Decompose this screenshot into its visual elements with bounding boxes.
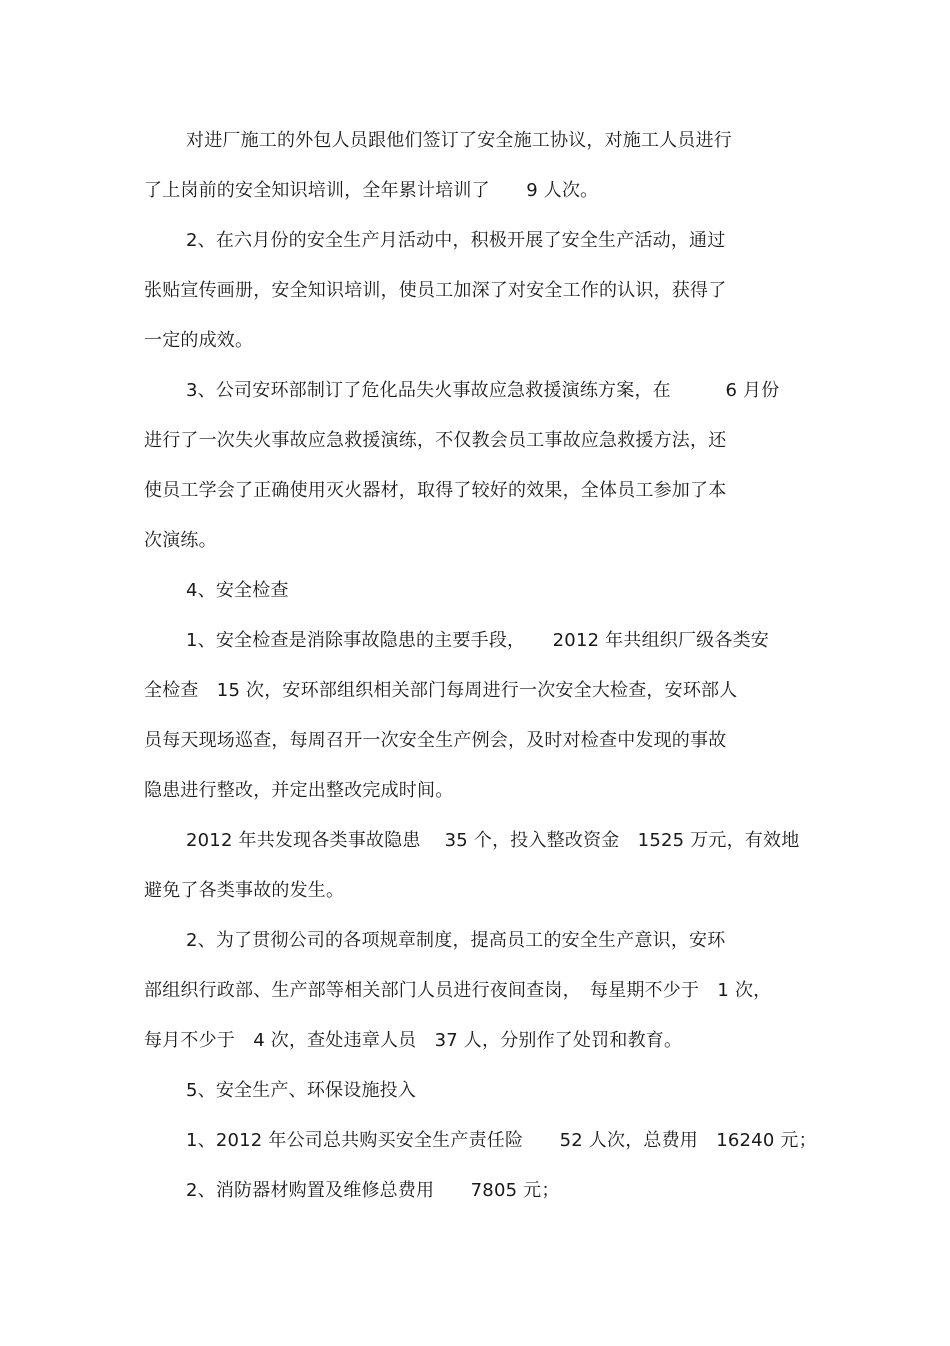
text-line: 次演练。 bbox=[144, 530, 217, 551]
text-line: 2、在六月份的安全生产月活动中，积极开展了安全生产活动，通过 bbox=[186, 230, 726, 251]
section-heading: 5、安全生产、环保设施投入 bbox=[186, 1080, 417, 1101]
text-line: 1、2012 年公司总共购买安全生产责任险 52 人次，总费用 16240 元； bbox=[186, 1130, 817, 1151]
text-line: 避免了各类事故的发生。 bbox=[144, 880, 345, 901]
text-line: 部组织行政部、生产部等相关部门人员进行夜间查岗， 每星期不少于 1 次， bbox=[144, 980, 772, 1001]
text-line: 隐患进行整改，并定出整改完成时间。 bbox=[144, 780, 454, 801]
text-line: 全检查 15 次，安环部组织相关部门每周进行一次安全大检查，安环部人 bbox=[144, 680, 738, 701]
text-line: 张贴宣传画册，安全知识培训，使员工加深了对安全工作的认识，获得了 bbox=[144, 280, 727, 301]
text-line: 使员工学会了正确使用灭火器材，取得了较好的效果，全体员工参加了本 bbox=[144, 480, 727, 501]
text-line: 员每天现场巡查，每周召开一次安全生产例会，及时对检查中发现的事故 bbox=[144, 730, 727, 751]
text-line: 每月不少于 4 次，查处违章人员 37 人，分别作了处罚和教育。 bbox=[144, 1030, 683, 1051]
section-heading: 4、安全检查 bbox=[186, 580, 289, 601]
text-line: 一定的成效。 bbox=[144, 330, 254, 351]
text-line: 2012 年共发现各类事故隐患 35 个，投入整改资金 1525 万元，有效地 bbox=[186, 830, 800, 851]
text-line: 2、为了贯彻公司的各项规章制度，提高员工的安全生产意识，安环 bbox=[186, 930, 726, 951]
text-line: 了上岗前的安全知识培训，全年累计培训了 9 人次。 bbox=[144, 180, 599, 201]
text-line: 2、消防器材购置及维修总费用 7805 元； bbox=[186, 1180, 560, 1201]
text-line: 进行了一次失火事故应急救援演练，不仅教会员工事故应急救援方法，还 bbox=[144, 430, 727, 451]
text-line: 1、安全检查是消除事故隐患的主要手段， 2012 年共组织厂级各类安 bbox=[186, 630, 769, 651]
text-line: 对进厂施工的外包人员跟他们签订了安全施工协议，对施工人员进行 bbox=[186, 130, 732, 151]
text-line: 3、公司安环部制订了危化品失火事故应急救援演练方案，在 6 月份 bbox=[186, 380, 780, 401]
